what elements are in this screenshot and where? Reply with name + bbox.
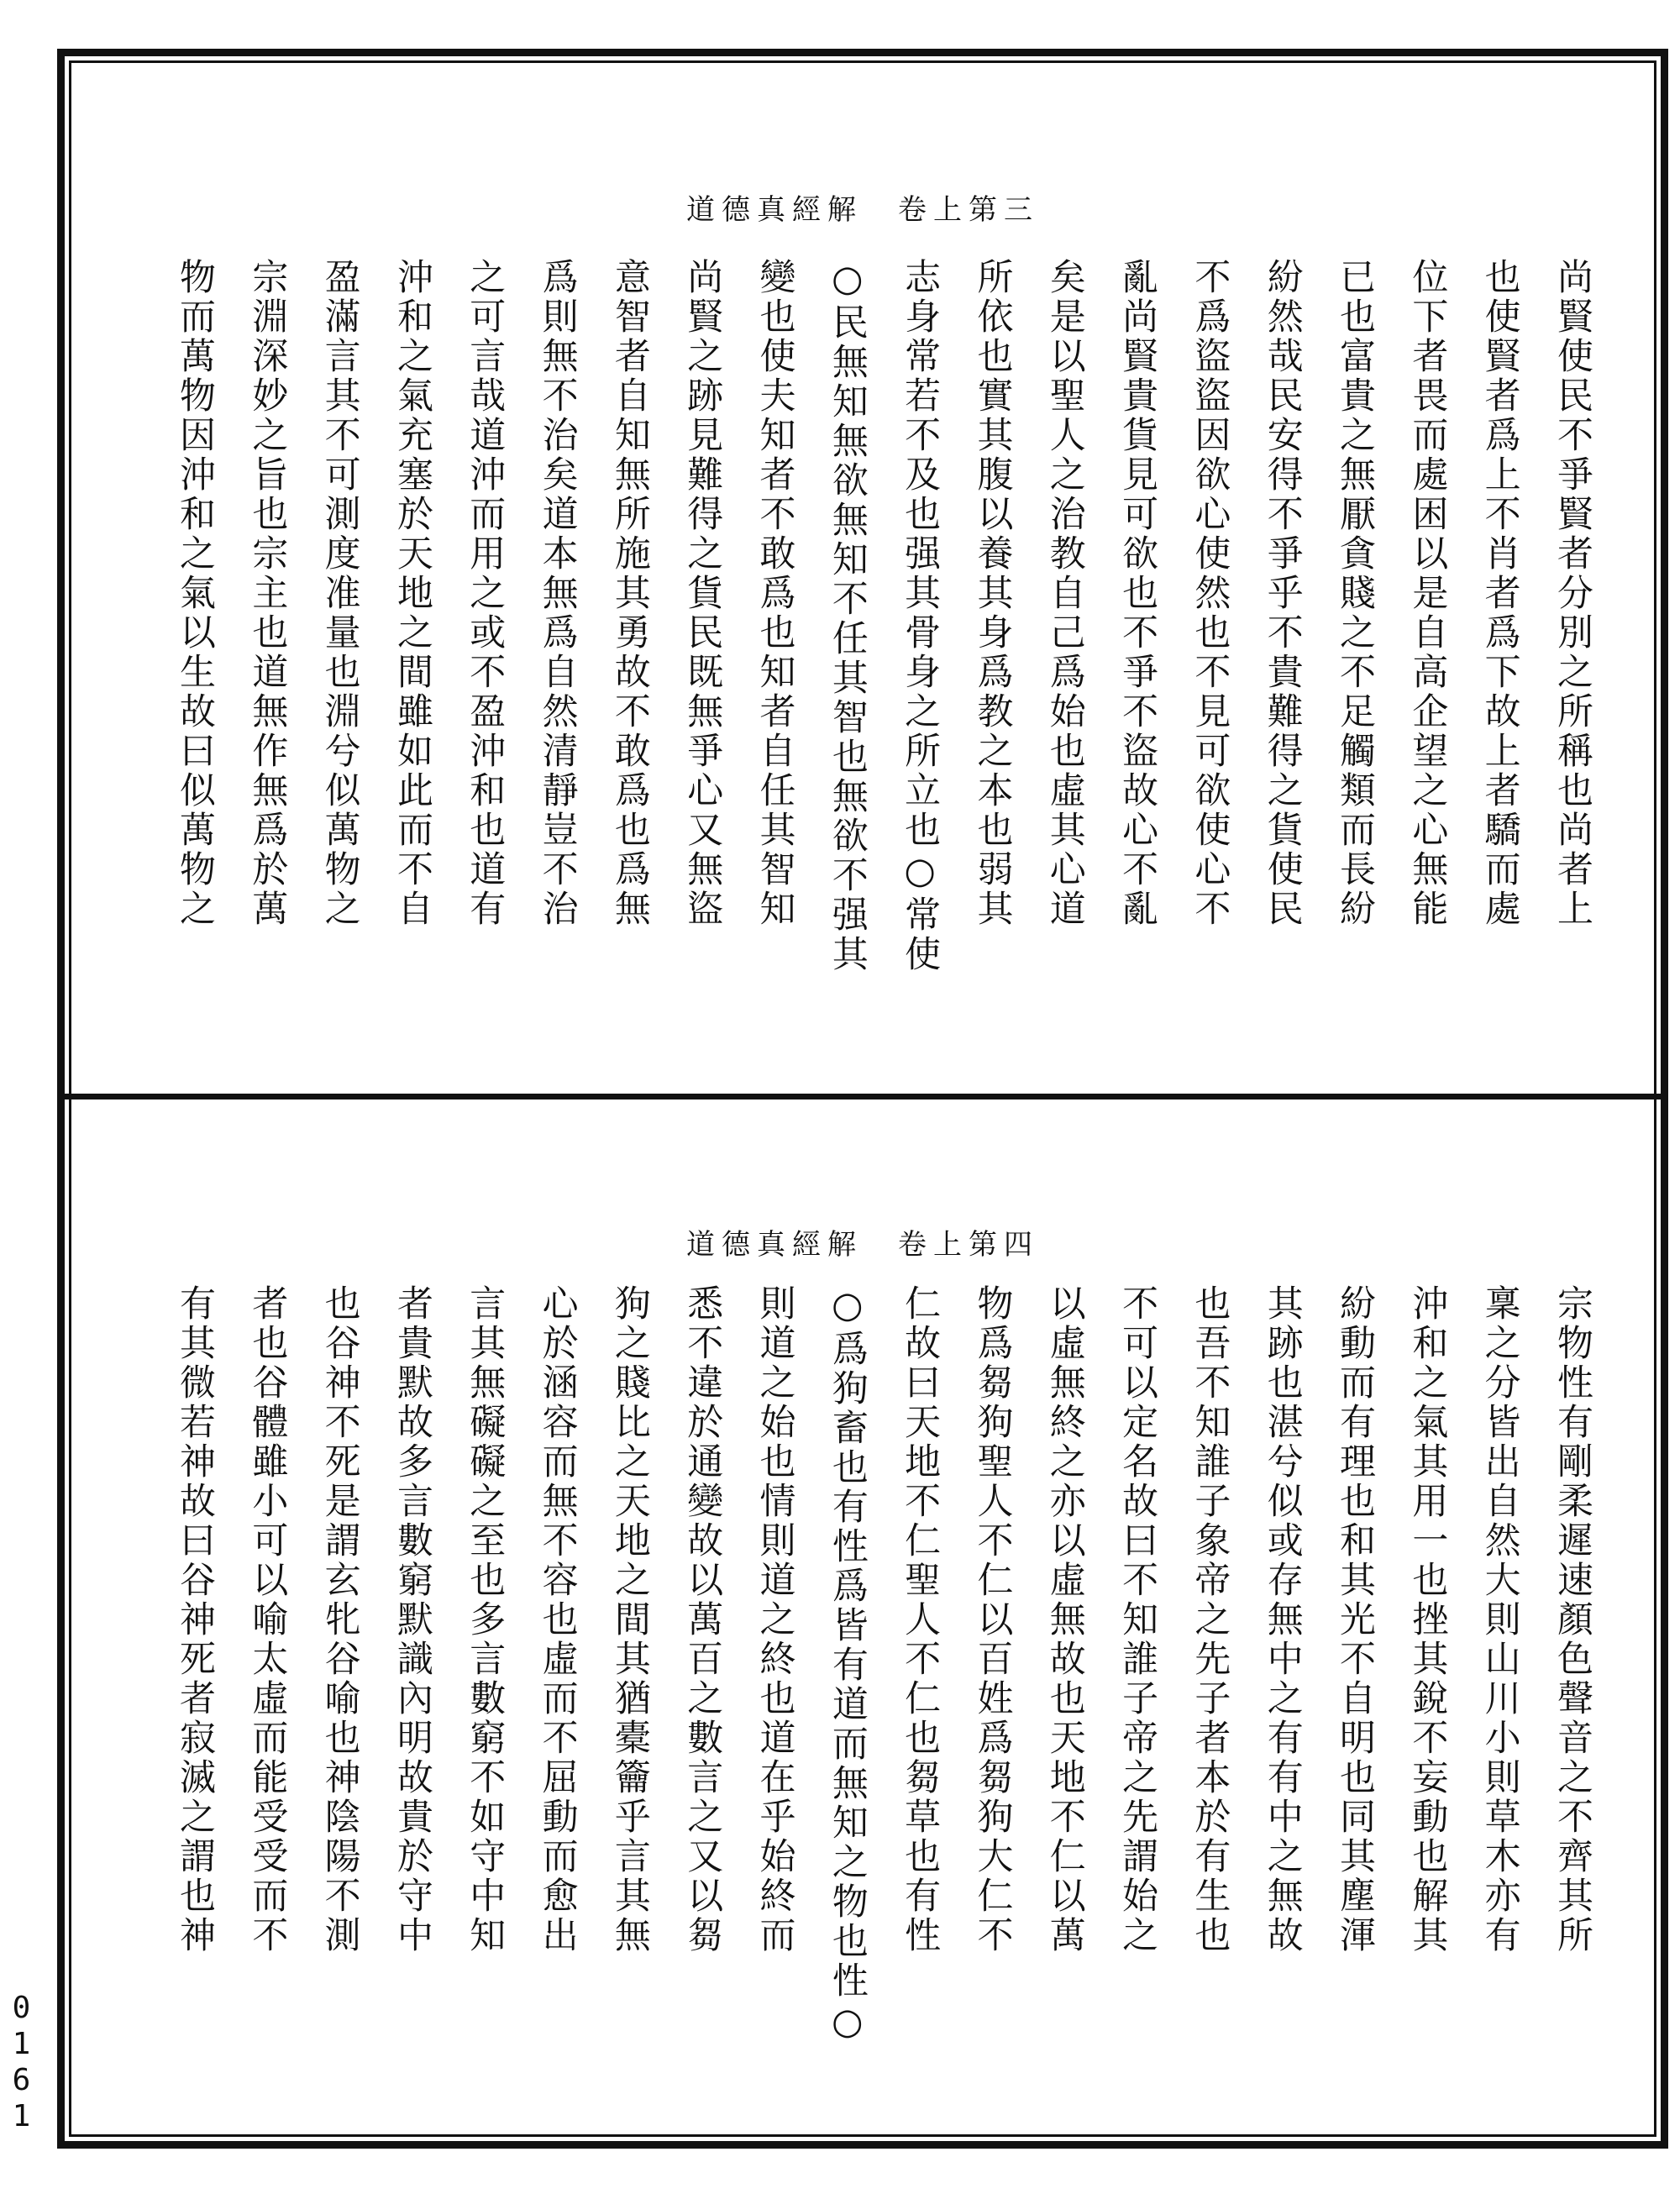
- text-column: 物而萬物因沖和之氣以生故曰似萬物之: [174, 258, 216, 929]
- text-column: 矣是以聖人之治教自己爲始也虛其心道: [1043, 258, 1086, 929]
- page-header: 道德真經解 卷上第四: [686, 1228, 1039, 1262]
- text-column: 者也谷體雖小可以喻太虛而能受受而不: [246, 1284, 289, 1955]
- text-column: 盈滿言其不可測度准量也淵兮似萬物之: [318, 258, 361, 929]
- text-column: 以虛無終之亦以虛無故也天地不仁以萬: [1043, 1284, 1086, 1955]
- lower-page: [69, 1100, 1656, 2137]
- text-column: 心於涵容而無不容也虛而不屈動而愈出: [536, 1284, 579, 1955]
- text-column: 爲則無不治矣道本無爲自然清靜豈不治: [536, 258, 579, 929]
- text-column: 宗物性有剛柔遲速顏色聲音之不齊其所: [1551, 1284, 1593, 1955]
- text-column: 也吾不知誰子象帝之先子者本於有生也: [1189, 1284, 1231, 1955]
- text-column: 宗淵深妙之旨也宗主也道無作無爲於萬: [246, 258, 289, 929]
- upper-page: [69, 60, 1656, 1094]
- text-column: 悉不違於通變故以萬百之數言之又以芻: [681, 1284, 724, 1955]
- text-column: ○民無知無欲無知不任其智也無欲不强其: [826, 258, 869, 974]
- text-column: 之可言哉道沖而用之或不盈沖和也道有: [464, 258, 507, 929]
- text-column: 尚賢使民不爭賢者分別之所稱也尚者上: [1551, 258, 1593, 929]
- page-header: 道德真經解 卷上第三: [686, 193, 1039, 227]
- text-column: 尚賢之跡見難得之貨民既無爭心又無盜: [681, 258, 724, 929]
- text-column: 言其無礙礙之至也多言數窮不如守中知: [464, 1284, 507, 1955]
- text-column: 也谷神不死是謂玄牝谷喻也神陰陽不測: [318, 1284, 361, 1955]
- text-column: 稟之分皆出自然大則山川小則草木亦有: [1478, 1284, 1521, 1955]
- text-column: 紛動而有理也和其光不自明也同其塵渾: [1334, 1284, 1376, 1955]
- text-column: 志身常若不及也强其骨身之所立也○常使: [899, 258, 942, 974]
- text-column: 沖和之氣其用一也挫其銳不妄動也解其: [1406, 1284, 1449, 1955]
- text-column: 也使賢者爲上不肖者爲下故上者驕而處: [1478, 258, 1521, 929]
- text-column: 變也使夫知者不敢爲也知者自任其智知: [753, 258, 796, 929]
- page-divider: [60, 1094, 1665, 1100]
- text-column: 狗之賤比之天地之間其猶橐籥乎言其無: [608, 1284, 651, 1955]
- text-column: 其跡也湛兮似或存無中之有有中之無故: [1261, 1284, 1304, 1955]
- text-column: 則道之始也情則道之終也道在乎始終而: [753, 1284, 796, 1955]
- text-columns: [161, 1284, 1606, 2116]
- text-column: 仁故曰天地不仁聖人不仁也芻草也有性: [899, 1284, 942, 1955]
- text-column: 不可以定名故曰不知誰子帝之先謂始之: [1116, 1284, 1159, 1955]
- text-column: 有其微若神故曰谷神死者寂滅之謂也神: [174, 1284, 216, 1955]
- text-column: 所依也實其腹以養其身爲教之本也弱其: [971, 258, 1014, 929]
- text-columns: [161, 258, 1606, 1064]
- text-column: 沖和之氣充塞於天地之間雖如此而不自: [391, 258, 433, 929]
- text-column: 位下者畏而處困以是自高企望之心無能: [1406, 258, 1449, 929]
- text-column: 意智者自知無所施其勇故不敢爲也爲無: [608, 258, 651, 929]
- page-number: 0161: [4, 1991, 39, 2135]
- text-column: ○爲狗畜也有性爲皆有道而無知之物也性○: [826, 1284, 869, 2046]
- text-column: 亂尚賢貴貨見可欲也不爭不盜故心不亂: [1116, 258, 1159, 929]
- text-column: 物爲芻狗聖人不仁以百姓爲芻狗大仁不: [971, 1284, 1014, 1955]
- text-column: 者貴默故多言數窮默識內明故貴於守中: [391, 1284, 433, 1955]
- text-column: 紛然哉民安得不爭乎不貴難得之貨使民: [1261, 258, 1304, 929]
- text-column: 已也富貴之無厭貪賤之不足觸類而長紛: [1334, 258, 1376, 929]
- text-column: 不爲盜盜因欲心使然也不見可欲使心不: [1189, 258, 1231, 929]
